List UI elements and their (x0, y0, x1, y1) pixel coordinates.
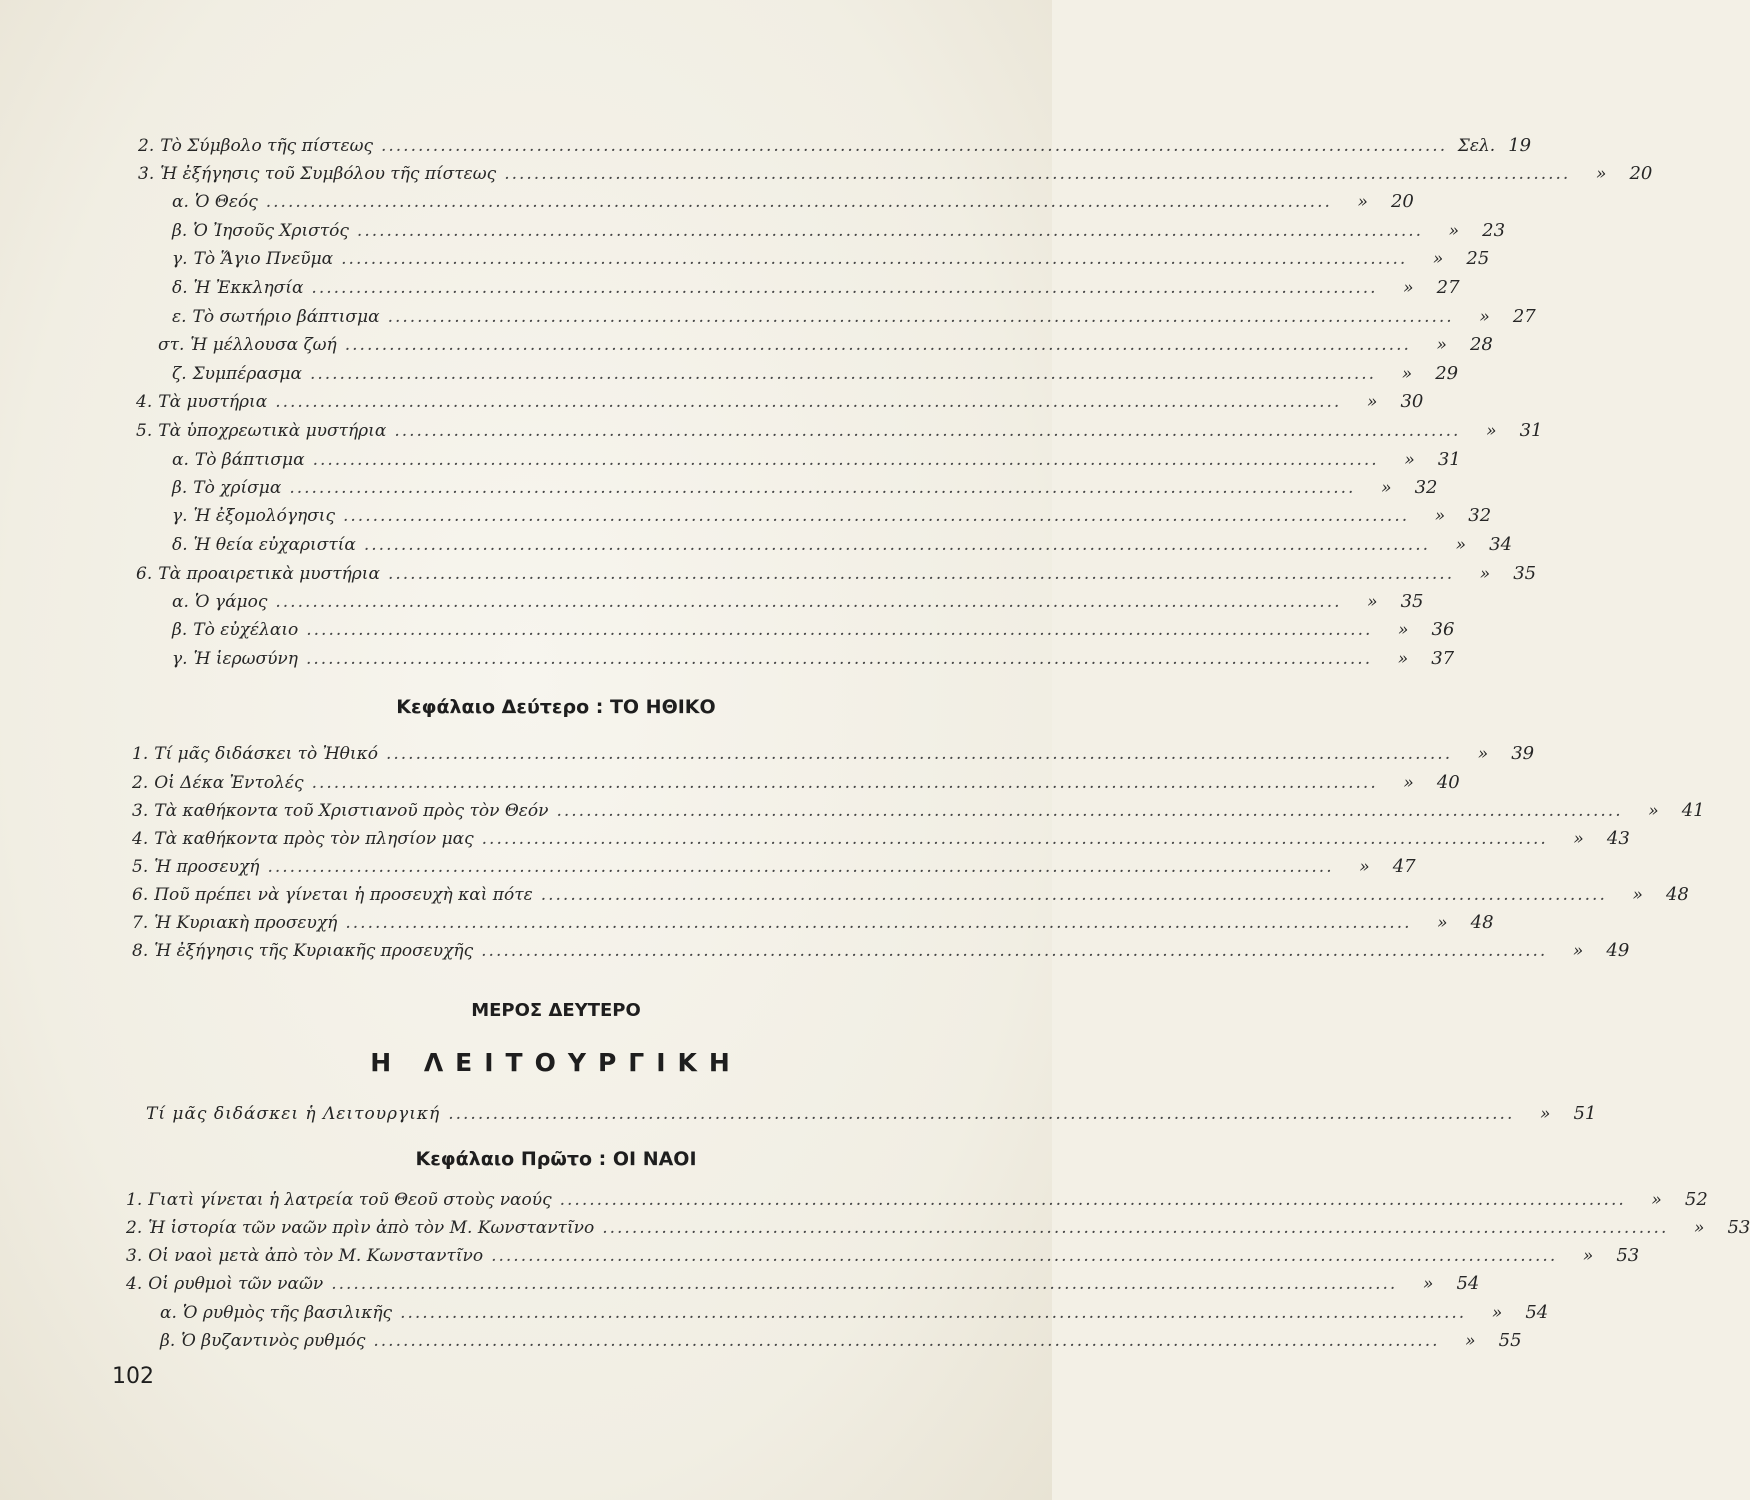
entry-marker: » (1693, 1218, 1705, 1238)
entry-page: 52 (1684, 1189, 1708, 1210)
entry-number: 4. (126, 1274, 143, 1294)
entry-page: 36 (1431, 619, 1455, 640)
toc-entry (132, 740, 1535, 768)
entry-number: 3. (138, 164, 155, 184)
entry-title: Ὁ Θεός (194, 192, 258, 212)
entry-marker: » (1367, 592, 1378, 612)
entry-title: Τὸ βάπτισμα (194, 450, 305, 470)
toc-entry (126, 1186, 1708, 1214)
entry-marker: » (1572, 941, 1584, 961)
entry-marker: » (1434, 506, 1446, 526)
entry-marker: » (1401, 364, 1413, 384)
entry-page: 32 (1468, 505, 1492, 526)
entry-page: 54 (1456, 1273, 1480, 1294)
toc-entry (160, 1299, 1549, 1327)
toc-entry (172, 616, 1455, 644)
dot-leader: ................................................................................................................................................ (481, 829, 1548, 849)
entry-title: Τί μᾶς διδάσκει τὸ Ἠθικό (154, 744, 378, 764)
entry-title: Τὸ σωτήριο βάπτισμα (192, 307, 380, 327)
dot-leader: ................................................................................................................................................ (385, 744, 1453, 764)
entry-page: 48 (1665, 884, 1689, 905)
entry-page: 19 (1508, 135, 1532, 156)
entry-number: 5. (132, 857, 149, 877)
toc-entry (172, 645, 1455, 673)
entry-number: 6. (132, 885, 149, 905)
toc-entry (146, 1100, 1597, 1128)
dot-leader: ................................................................................................................................................ (363, 535, 1431, 555)
dot-leader: ................................................................................................................................................ (602, 1218, 1669, 1238)
toc-entry (172, 474, 1438, 502)
entry-page: 20 (1390, 191, 1414, 212)
dot-leader: ................................................................................................................................................ (309, 364, 1377, 384)
entry-page: 39 (1511, 743, 1535, 764)
entry-marker: » (1448, 221, 1460, 241)
entry-number: 5. (136, 421, 153, 441)
dot-leader: ................................................................................................................................................ (373, 1331, 1440, 1351)
toc-entry (132, 769, 1460, 797)
dot-leader: ................................................................................................................................................ (311, 773, 1378, 793)
entry-number: 2. (138, 136, 155, 156)
entry-page: 40 (1436, 772, 1460, 793)
entry-title: Οἱ ρυθμοὶ τῶν ναῶν (148, 1274, 324, 1294)
entry-title: Ὁ γάμος (194, 592, 268, 612)
entry-marker: » (1437, 913, 1448, 933)
entry-title: Τὰ καθήκοντα τοῦ Χριστιανοῦ πρὸς τὸν Θεόν (154, 801, 549, 821)
toc-entry (158, 331, 1493, 359)
toc-entry (172, 188, 1414, 216)
entry-number: γ. (172, 249, 188, 269)
entry-title: Ὁ βυζαντινὸς ρυθμός (181, 1331, 366, 1351)
part-title: Η ΛΕΙΤΟΥΡΓΙΚΗ (370, 1048, 742, 1077)
dot-leader: ................................................................................................................................................ (481, 941, 1548, 961)
dot-leader: ................................................................................................................................................ (267, 857, 1334, 877)
entry-title: Ἡ ἱστορία τῶν ναῶν πρὶν ἀπὸ τὸν Μ. Κωνσταντῖνο (148, 1218, 595, 1238)
entry-page: 48 (1470, 912, 1494, 933)
entry-number: ζ. (172, 364, 187, 384)
entry-marker: Σελ. (1457, 136, 1496, 156)
entry-title: Οἱ Δέκα Ἐντολές (154, 773, 304, 793)
dot-leader: ................................................................................................................................................ (345, 913, 1412, 933)
entry-title: Ἡ Κυριακὴ προσευχή (154, 913, 338, 933)
toc-entry (172, 588, 1424, 616)
entry-marker: » (1404, 450, 1415, 470)
toc-entry (132, 825, 1630, 853)
toc-entry (138, 132, 1532, 160)
dot-leader: ................................................................................................................................................ (311, 278, 1378, 298)
entry-number: ε. (172, 307, 187, 327)
toc-entry (132, 881, 1689, 909)
entry-marker: » (1632, 885, 1643, 905)
entry-page: 37 (1431, 648, 1455, 669)
entry-number: 4. (136, 392, 153, 412)
entry-page: 31 (1437, 449, 1461, 470)
toc-entry (136, 388, 1424, 416)
dot-leader: ................................................................................................................................................ (275, 392, 1342, 412)
toc-entry (138, 160, 1653, 188)
toc-entry (126, 1214, 1750, 1242)
entry-title: Τὰ μυστήρια (158, 392, 268, 412)
entry-marker: » (1398, 620, 1409, 640)
entry-number: 4. (132, 829, 149, 849)
dot-leader: ................................................................................................................................................ (265, 192, 1332, 212)
entry-page: 27 (1436, 277, 1460, 298)
entry-title: Οἱ ναοὶ μετὰ ἀπὸ τὸν Μ. Κωνσταντῖνο (148, 1246, 484, 1266)
entry-page: 53 (1616, 1245, 1640, 1266)
entry-title: Ἡ ἐξήγησις τῆς Κυριακῆς προσευχῆς (154, 941, 474, 961)
entry-number: β. (172, 478, 188, 498)
entry-title: Συμπέρασμα (192, 364, 302, 384)
entry-marker: » (1357, 192, 1368, 212)
toc-entry (136, 560, 1537, 588)
dot-leader: ................................................................................................................................................ (540, 885, 1607, 905)
entry-number: α. (172, 192, 189, 212)
entry-marker: » (1573, 829, 1584, 849)
entry-page: 29 (1435, 363, 1459, 384)
dot-leader: ................................................................................................................................................ (448, 1104, 1515, 1124)
entry-number: β. (160, 1331, 176, 1351)
entry-page: 28 (1469, 334, 1493, 355)
entry-page: 41 (1681, 800, 1705, 821)
toc-entry (172, 502, 1492, 530)
entry-number: 3. (126, 1246, 143, 1266)
entry-page: 30 (1400, 391, 1424, 412)
entry-title: Ἡ ἱερωσύνη (193, 649, 298, 669)
entry-marker: » (1366, 392, 1378, 412)
entry-page: 23 (1482, 220, 1506, 241)
entry-number: 7. (132, 913, 149, 933)
dot-leader: ................................................................................................................................................ (275, 592, 1342, 612)
dot-leader: ................................................................................................................................................ (289, 478, 1356, 498)
dot-leader: ................................................................................................................................................ (387, 564, 1455, 584)
toc-entry (132, 937, 1630, 965)
dot-leader: ................................................................................................................................................ (556, 801, 1623, 821)
entry-title: Τὰ καθήκοντα πρὸς τὸν πλησίον μας (154, 829, 474, 849)
entry-page: 27 (1512, 306, 1536, 327)
toc-entry (172, 531, 1513, 559)
toc-entry (132, 853, 1416, 881)
entry-title: Ἡ θεία εὐχαριστία (193, 535, 356, 555)
entry-title: Τὸ Σύμβολο τῆς πίστεως (160, 136, 373, 156)
dot-leader: ................................................................................................................................................ (504, 164, 1571, 184)
entry-title: Ποῦ πρέπει νὰ γίνεται ἡ προσευχὴ καὶ πότε (154, 885, 533, 905)
toc-entry (172, 245, 1490, 273)
entry-marker: » (1403, 773, 1414, 793)
dot-leader: ................................................................................................................................................ (344, 335, 1411, 355)
dot-leader: ................................................................................................................................................ (341, 249, 1408, 269)
entry-page: 43 (1606, 828, 1630, 849)
entry-page: 32 (1414, 477, 1438, 498)
dot-leader: ................................................................................................................................................ (343, 506, 1410, 526)
entry-marker: » (1582, 1246, 1594, 1266)
entry-marker: » (1491, 1303, 1503, 1323)
entry-number: γ. (172, 649, 188, 669)
dot-leader: ................................................................................................................................................ (559, 1190, 1626, 1210)
entry-marker: » (1595, 164, 1607, 184)
entry-title: Τὸ Ἅγιο Πνεῦμα (193, 249, 334, 269)
dot-leader: ................................................................................................................................................ (491, 1246, 1558, 1266)
dot-leader: ................................................................................................................................................ (305, 649, 1373, 669)
entry-page: 47 (1392, 856, 1416, 877)
entry-title: Τὰ προαιρετικὰ μυστήρια (158, 564, 380, 584)
entry-marker: » (1648, 801, 1659, 821)
entry-page: 49 (1606, 940, 1630, 961)
toc-entry (160, 1327, 1522, 1355)
entry-marker: » (1436, 335, 1447, 355)
entry-marker: » (1651, 1190, 1662, 1210)
entry-marker: » (1479, 564, 1491, 584)
entry-page: 20 (1629, 163, 1653, 184)
toc-entry (172, 360, 1459, 388)
entry-marker: » (1397, 649, 1409, 669)
entry-marker: » (1486, 421, 1497, 441)
entry-number: 2. (132, 773, 149, 793)
entry-number: 6. (136, 564, 153, 584)
entry-title: Ἡ Ἐκκλησία (193, 278, 304, 298)
entry-marker: » (1432, 249, 1444, 269)
toc-entry (126, 1270, 1480, 1298)
entry-page: 35 (1513, 563, 1537, 584)
entry-title: Ὁ ρυθμὸς τῆς βασιλικῆς (182, 1303, 393, 1323)
entry-number: α. (160, 1303, 177, 1323)
entry-number: στ. (158, 335, 185, 355)
entry-page: 35 (1400, 591, 1424, 612)
entry-marker: » (1465, 1331, 1476, 1351)
entry-number: 1. (132, 744, 149, 764)
chapter-heading: Κεφάλαιο Δεύτερο : ΤΟ ΗΘΙΚΟ (396, 696, 716, 718)
entry-number: β. (172, 221, 188, 241)
entry-title: Τὸ εὐχέλαιο (193, 620, 299, 640)
entry-number: 1. (126, 1190, 143, 1210)
entry-page: 31 (1519, 420, 1543, 441)
entry-page: 51 (1573, 1103, 1597, 1124)
dot-leader: ................................................................................................................................................ (356, 221, 1424, 241)
entry-number: β. (172, 620, 188, 640)
toc-entry (132, 797, 1705, 825)
entry-number: 3. (132, 801, 149, 821)
entry-number: α. (172, 592, 189, 612)
entry-title: Ἡ ἐξήγησις τοῦ Συμβόλου τῆς πίστεως (160, 164, 497, 184)
part-heading: ΜΕΡΟΣ ΔΕΥΤΕΡΟ (471, 1000, 641, 1021)
entry-marker: » (1403, 278, 1414, 298)
dot-leader: ................................................................................................................................................ (387, 307, 1454, 327)
entry-number: α. (172, 450, 189, 470)
toc-entry (172, 446, 1461, 474)
entry-marker: » (1381, 478, 1392, 498)
entry-page: 34 (1489, 534, 1513, 555)
entry-page: 53 (1727, 1217, 1750, 1238)
entry-title: Γιατὶ γίνεται ἡ λατρεία τοῦ Θεοῦ στοὺς ναούς (148, 1190, 552, 1210)
toc-entry (132, 909, 1494, 937)
toc-entry (172, 274, 1460, 302)
entry-page: 55 (1498, 1330, 1522, 1351)
entry-marker: » (1479, 307, 1490, 327)
entry-title: Ἡ ἐξομολόγησις (193, 506, 335, 526)
entry-number: γ. (172, 506, 188, 526)
entry-number: 2. (126, 1218, 143, 1238)
entry-marker: » (1455, 535, 1467, 555)
entry-marker: » (1359, 857, 1370, 877)
entry-title: Ὁ Ἰησοῦς Χριστός (193, 221, 349, 241)
entry-page: 25 (1466, 248, 1490, 269)
entry-title: Τὸ χρίσμα (193, 478, 282, 498)
page-number: 102 (112, 1364, 154, 1389)
entry-title: Τὰ ὑποχρεωτικὰ μυστήρια (158, 421, 387, 441)
entry-title: Ἡ προσευχή (154, 857, 260, 877)
entry-marker: » (1539, 1104, 1551, 1124)
dot-leader: ................................................................................................................................................ (400, 1303, 1467, 1323)
dot-leader: ................................................................................................................................................ (394, 421, 1461, 441)
dot-leader: ................................................................................................................................................ (380, 136, 1448, 156)
entry-title: Τί μᾶς διδάσκει ἡ Λειτουργική (146, 1104, 441, 1124)
chapter-heading: Κεφάλαιο Πρῶτο : ΟΙ ΝΑΟΙ (415, 1148, 697, 1170)
toc-entry (172, 217, 1506, 245)
entry-number: δ. (172, 278, 188, 298)
dot-leader: ................................................................................................................................................ (306, 620, 1373, 640)
entry-marker: » (1477, 744, 1489, 764)
entry-page: 54 (1525, 1302, 1549, 1323)
toc-entry (172, 303, 1536, 331)
entry-marker: » (1422, 1274, 1434, 1294)
toc-entry (136, 417, 1543, 445)
dot-leader: ................................................................................................................................................ (331, 1274, 1398, 1294)
toc-entry (126, 1242, 1640, 1270)
entry-title: Ἡ μέλλουσα ζωή (190, 335, 337, 355)
entry-number: δ. (172, 535, 188, 555)
dot-leader: ................................................................................................................................................ (312, 450, 1379, 470)
entry-number: 8. (132, 941, 149, 961)
